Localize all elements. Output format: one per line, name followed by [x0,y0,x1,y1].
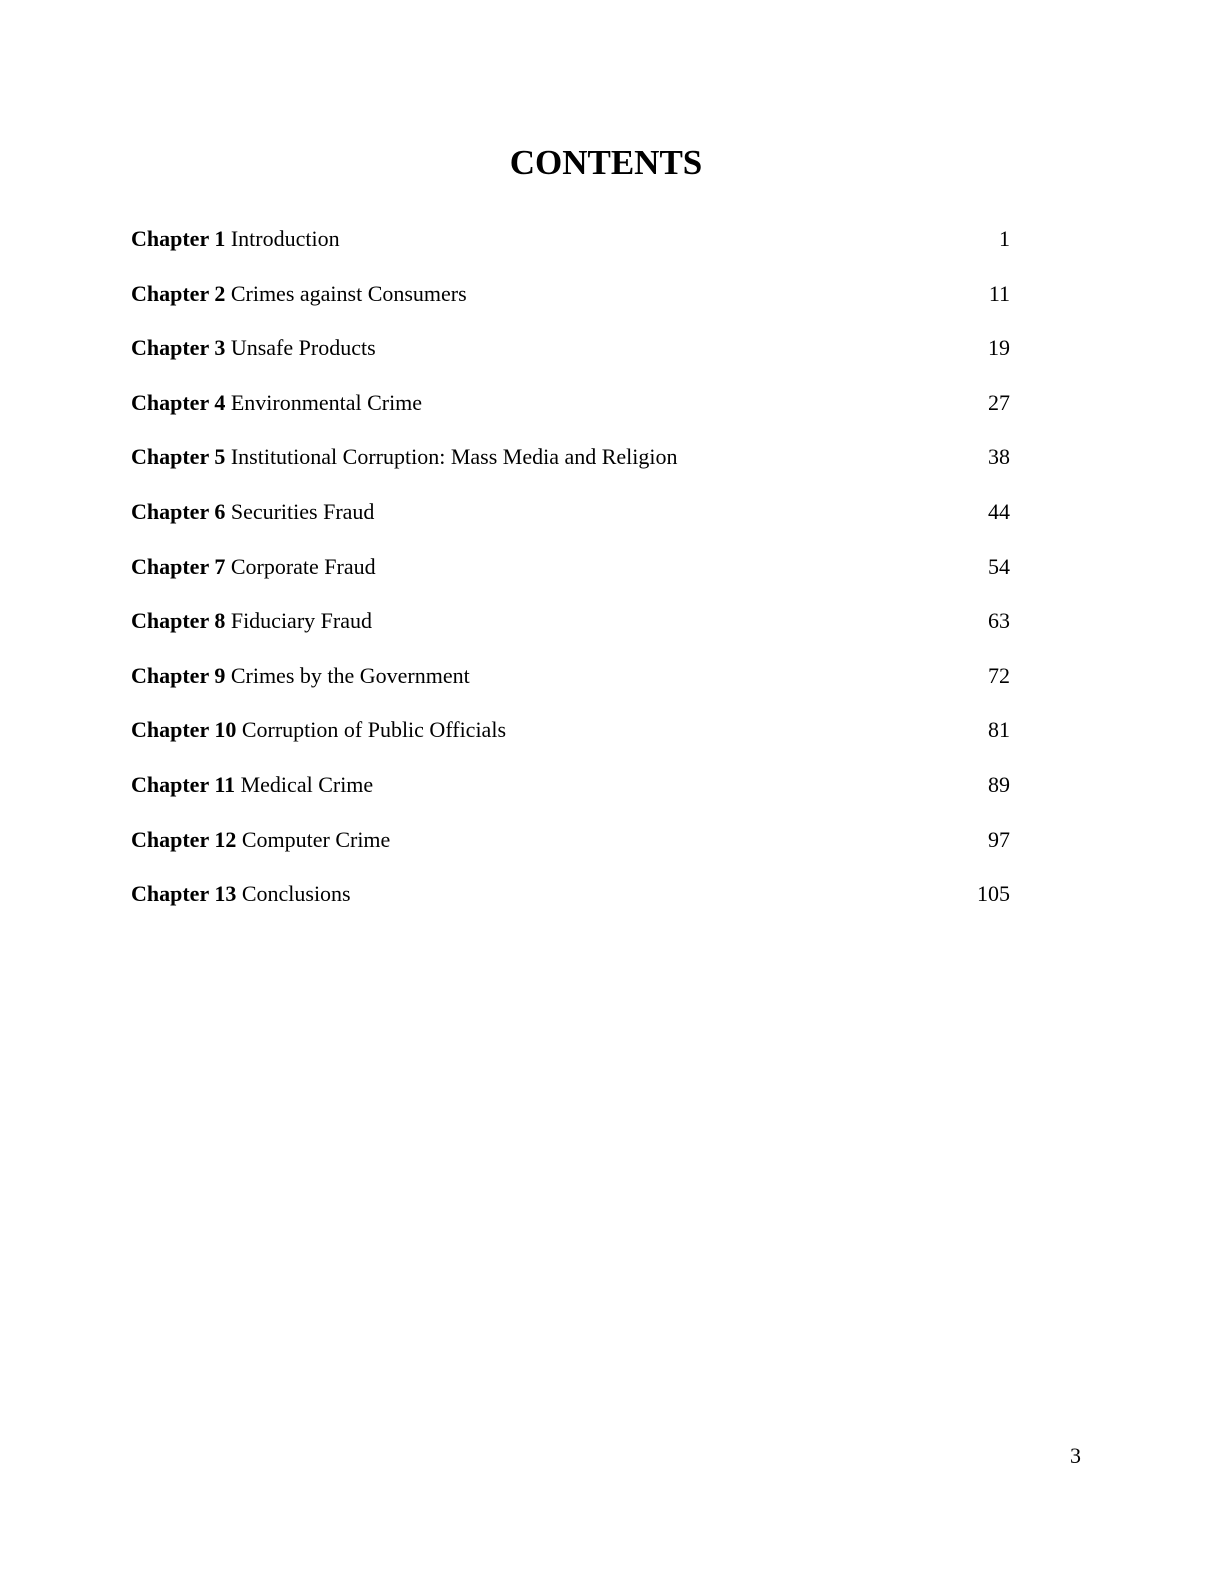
toc-entry-chapter-6[interactable] [131,493,1031,548]
chapter-title: Institutional Corruption: Mass Media and Religion [230,444,678,470]
chapter-title: Crimes against Consumers [230,280,467,306]
chapter-label: Chapter 6 [131,498,226,524]
chapter-page-number: 105 [977,881,1010,907]
toc-entry-chapter-12[interactable] [131,821,1031,876]
toc-entry-chapter-5[interactable] [131,438,1031,493]
chapter-page-number: 44 [988,498,1010,524]
chapter-page-number: 54 [988,553,1010,579]
chapter-page-number: 97 [988,826,1010,852]
chapter-label: Chapter 8 [131,608,226,634]
chapter-title: Conclusions [241,881,351,907]
chapter-page-number: 11 [988,280,1010,306]
chapter-page-number: 81 [988,717,1010,743]
page-title: CONTENTS [509,143,703,182]
chapter-title: Environmental Crime [230,389,423,415]
chapter-title: Corporate Fraud [230,553,376,579]
chapter-label: Chapter 5 [131,444,226,470]
chapter-title: Unsafe Products [230,335,376,361]
chapter-title: Fiduciary Fraud [230,608,372,634]
chapter-page-number: 38 [988,444,1010,470]
chapter-label: Chapter 1 [131,226,226,251]
chapter-page-number: 27 [988,389,1010,415]
toc-entry-chapter-9[interactable] [131,657,1031,712]
toc-entry-chapter-8[interactable] [131,602,1031,657]
chapter-page-number: 63 [988,608,1010,634]
chapter-title: Crimes by the Government [230,662,470,688]
chapter-label: Chapter 9 [131,662,226,688]
page-number: 3 [1070,1443,1081,1468]
toc-entry-chapter-10[interactable] [131,711,1031,766]
toc-entry-chapter-11[interactable] [131,766,1031,821]
chapter-label: Chapter 11 [131,771,236,797]
chapter-page-number: 89 [988,771,1010,797]
chapter-label: Chapter 2 [131,280,226,306]
chapter-title: Medical Crime [240,771,374,797]
chapter-title: Computer Crime [241,826,391,852]
toc-entry-chapter-1[interactable] [131,220,1031,275]
chapter-title: Corruption of Public Officials [241,717,506,743]
chapter-label: Chapter 7 [131,553,226,579]
toc-entry-chapter-2[interactable] [131,275,1031,330]
toc-entry-chapter-13[interactable] [131,875,1031,930]
chapter-page-number: 1 [999,226,1010,251]
chapter-label: Chapter 13 [131,881,237,907]
chapter-label: Chapter 4 [131,389,226,415]
toc-entry-chapter-3[interactable] [131,329,1031,384]
toc-entry-chapter-4[interactable] [131,384,1031,439]
chapter-page-number: 72 [988,662,1010,688]
table-of-contents [131,220,1031,930]
chapter-title: Introduction [230,226,340,251]
chapter-label: Chapter 12 [131,826,237,852]
chapter-page-number: 19 [988,335,1010,361]
toc-entry-chapter-7[interactable] [131,548,1031,603]
chapter-title: Securities Fraud [230,498,375,524]
chapter-label: Chapter 3 [131,335,226,361]
chapter-label: Chapter 10 [131,717,237,743]
